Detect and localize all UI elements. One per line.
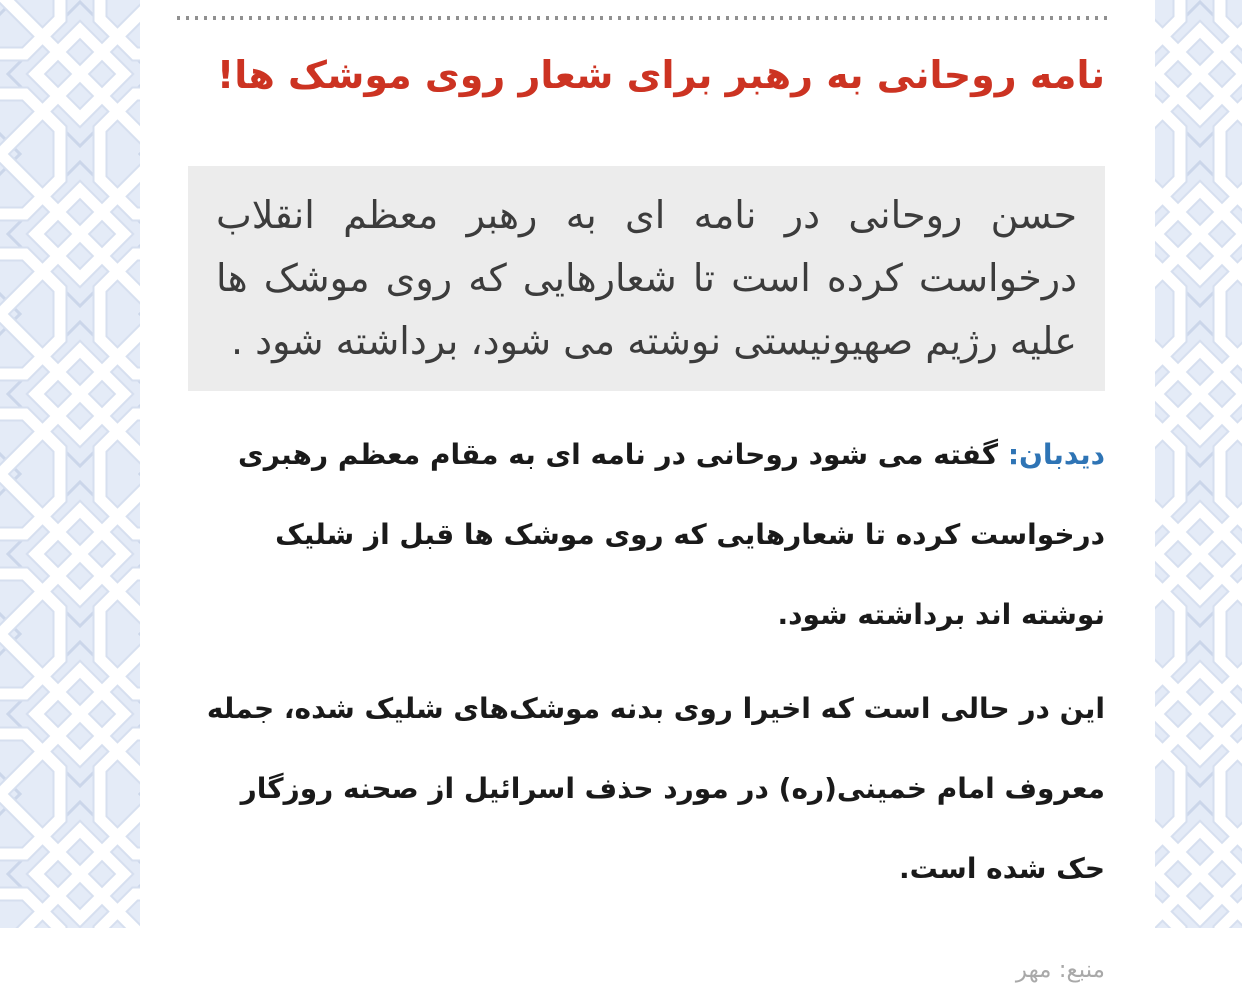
top-dotted-divider [177,16,1108,20]
article-body [140,50,1155,983]
didban-source-label: دیدبان: [1007,438,1105,471]
article-headline: نامه روحانی به رهبر برای شعار روی موشک ها! [216,53,1105,97]
summary-box [188,166,1105,391]
summary-text: حسن روحانی در نامه ای به رهبر معظم انقلاب درخواست کرده است تا شعارهایی که روی موشک ها علیه رژیم صهیونیستی نوشته می شود، برداشته شود . [216,193,1077,363]
article-panel [140,0,1155,983]
paragraph-1 [188,415,1105,655]
paragraph-1-text: گفته می شود روحانی در نامه ای به مقام معظم رهبری درخواست کرده تا شعارهایی که روی موشک ها قبل از شلیک نوشته اند برداشته شود. [238,438,1105,631]
source-line: منبع: مهر [1015,957,1105,983]
paragraph-2 [188,669,1105,909]
paragraph-2-text: این در حالی است که اخیرا روی بدنه موشک‌های شلیک شده، جمله معروف امام خمینی(ره) در مورد حذف اسرائیل از صحنه روزگار حک شده است. [206,692,1105,885]
